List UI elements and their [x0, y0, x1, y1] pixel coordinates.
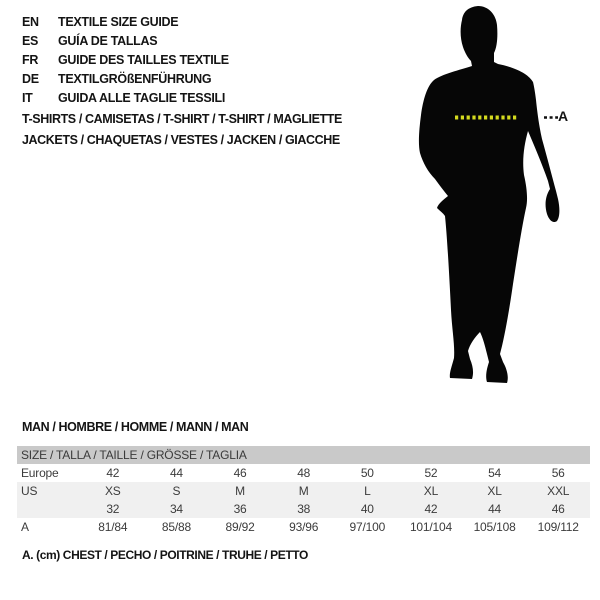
language-code: ES: [22, 34, 39, 48]
table-cell: 34: [169, 502, 183, 516]
table-cell: 89/92: [225, 520, 255, 534]
category-tshirts: T-SHIRTS / CAMISETAS / T-SHIRT / T-SHIRT / MAGLIETTE: [22, 112, 342, 126]
language-code: DE: [22, 72, 39, 86]
language-row: [22, 89, 229, 108]
table-cell: 44: [488, 502, 502, 516]
row-label: Europe: [21, 466, 59, 480]
table-cell: 97/100: [349, 520, 386, 534]
language-row: [22, 32, 229, 51]
language-row: [22, 13, 229, 32]
language-row: [22, 70, 229, 89]
table-cell: XL: [423, 484, 439, 498]
row-label: A: [21, 520, 29, 534]
category-jackets: JACKETS / CHAQUETAS / VESTES / JACKEN / GIACCHE: [22, 133, 340, 147]
language-row: [22, 51, 229, 70]
measure-label-a: A: [558, 108, 569, 124]
table-cell: L: [364, 484, 371, 498]
man-silhouette-shape: [419, 6, 559, 383]
table-cell: 40: [360, 502, 374, 516]
table-cell: 42: [106, 466, 120, 480]
table-cell: 48: [297, 466, 311, 480]
row-label: [17, 500, 81, 518]
table-cell: 46: [551, 502, 565, 516]
language-label: TEXTILGRÖßENFÜHRUNG: [58, 72, 212, 86]
table-cell: XL: [487, 484, 502, 498]
size-table: [17, 446, 590, 536]
language-code: IT: [22, 91, 33, 105]
table-cell: XS: [105, 484, 121, 498]
table-cell: 44: [169, 466, 183, 480]
language-label: GUIDA ALLE TAGLIE TESSILI: [58, 91, 226, 105]
row-label: US: [21, 484, 38, 498]
table-cell: 56: [551, 466, 565, 480]
man-silhouette-figure: [390, 0, 600, 400]
table-cell: 105/108: [473, 520, 516, 534]
language-code: EN: [22, 15, 39, 29]
table-row-chest-cm: [17, 518, 590, 536]
footnote-chest-measure: A. (cm) CHEST / PECHO / POITRINE / TRUHE / PETTO: [22, 548, 308, 562]
table-cell: 38: [297, 502, 311, 516]
table-row-us-numeric: [17, 500, 590, 518]
table-cell: 93/96: [289, 520, 319, 534]
language-label: GUIDE DES TAILLES TEXTILE: [58, 53, 229, 67]
table-row-europe: [17, 464, 590, 482]
language-code: FR: [22, 53, 39, 67]
table-cell: 46: [233, 466, 247, 480]
table-cell: M: [235, 484, 245, 498]
man-silhouette-svg: [390, 0, 600, 400]
table-row-us: [17, 482, 590, 500]
garment-categories: [22, 109, 342, 151]
table-cell: 42: [424, 502, 438, 516]
table-cell: M: [298, 484, 309, 498]
language-label: TEXTILE SIZE GUIDE: [58, 15, 179, 29]
table-cell: 50: [360, 466, 374, 480]
table-cell: 85/88: [161, 520, 191, 534]
table-cell: S: [172, 484, 181, 498]
size-table-header: SIZE / TALLA / TAILLE / GRÖSSE / TAGLIA: [17, 446, 590, 464]
table-cell: 32: [106, 502, 120, 516]
table-cell: 109/112: [537, 520, 579, 534]
table-cell: 36: [233, 502, 247, 516]
table-cell: 81/84: [98, 520, 128, 534]
table-cell: 101/104: [409, 520, 452, 534]
table-cell: 52: [424, 466, 438, 480]
section-title-man: MAN / HOMBRE / HOMME / MANN / MAN: [22, 420, 249, 434]
language-label: GUÍA DE TALLAS: [58, 34, 158, 48]
language-list: [22, 13, 229, 108]
table-cell: XXL: [547, 484, 570, 498]
table-cell: 54: [488, 466, 502, 480]
